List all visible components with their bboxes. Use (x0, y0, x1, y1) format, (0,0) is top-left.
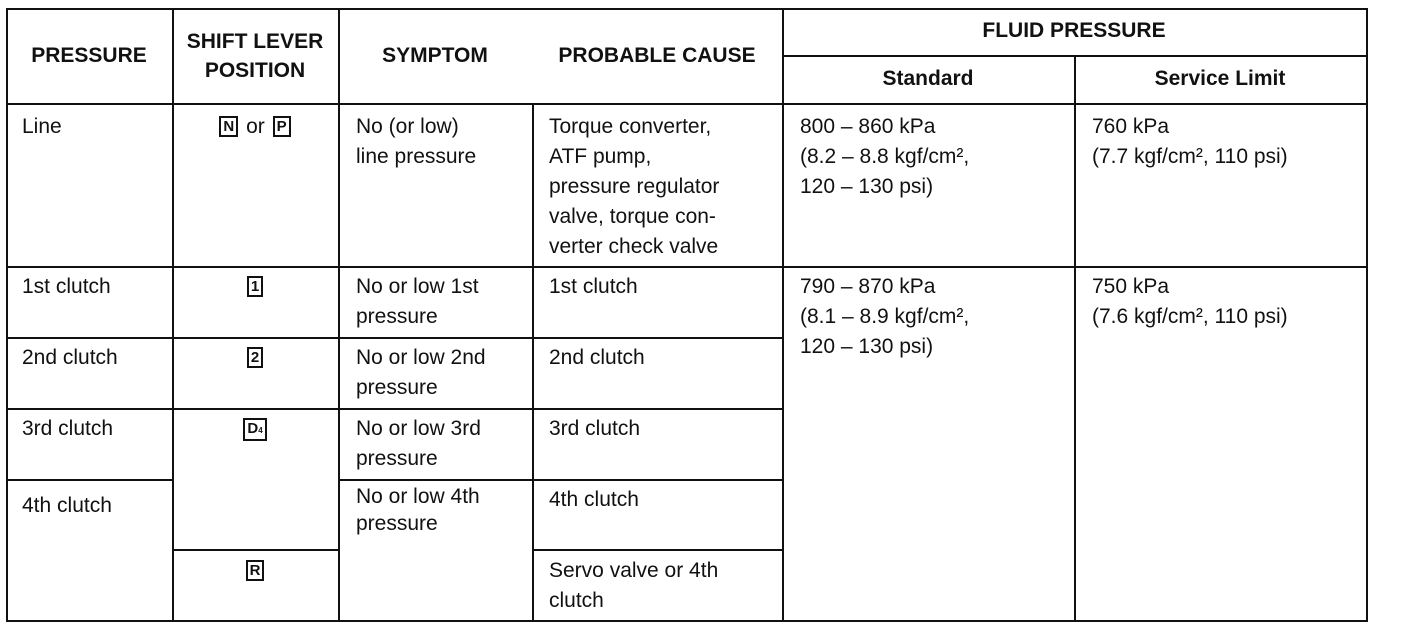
pressure-line: Line (22, 115, 62, 138)
rule (6, 266, 1368, 268)
rule (338, 8, 340, 622)
p-key-icon: P (273, 116, 291, 137)
header-pressure: PRESSURE (31, 44, 147, 67)
shift-position-line: N or P (172, 112, 338, 142)
header-standard: Standard (882, 67, 974, 90)
rule (338, 479, 782, 481)
d4-key-icon: D4 (243, 418, 266, 441)
header-probable-cause: PROBABLE CAUSE (558, 44, 756, 67)
symptom-2nd-clutch: No or low 2nd pressure (356, 346, 486, 399)
shift-position-1 (172, 272, 338, 302)
rule (6, 8, 8, 622)
pressure-3rd-clutch: 3rd clutch (22, 417, 114, 440)
rule (1074, 55, 1076, 622)
2-key-icon: 2 (247, 347, 263, 368)
cause-3rd-clutch: 3rd clutch (549, 417, 641, 440)
rule (6, 8, 1368, 10)
service-limit-line: 760 kPa (7.7 kgf/cm², 110 psi) (1092, 115, 1288, 168)
rule (6, 103, 1368, 105)
n-key-icon: N (219, 116, 238, 137)
cause-4th-clutch: 4th clutch (549, 488, 639, 511)
rule (172, 8, 174, 622)
rule (532, 549, 782, 551)
service-limit-clutch: 750 kPa (7.6 kgf/cm², 110 psi) (1092, 275, 1288, 328)
standard-line: 800 – 860 kPa (8.2 – 8.8 kgf/cm², 120 – 130 psi) (800, 115, 970, 198)
rule (1366, 8, 1368, 622)
pressure-2nd-clutch: 2nd clutch (22, 346, 118, 369)
shift-position-d4 (172, 414, 338, 444)
rule (782, 8, 784, 622)
pressure-4th-clutch: 4th clutch (22, 494, 112, 517)
symptom-1st-clutch: No or low 1st pressure (356, 275, 479, 328)
rule (532, 103, 534, 622)
rule (6, 408, 782, 410)
cause-line: Torque converter, ATF pump, pressure regulator valve, torque con- verter check valve (549, 115, 720, 258)
r-key-icon: R (246, 560, 265, 581)
symptom-line: No (or low) line pressure (356, 115, 477, 168)
header-symptom: SYMPTOM (382, 44, 488, 67)
rule (172, 549, 338, 551)
shift-position-r (172, 556, 338, 586)
cause-servo-valve: Servo valve or 4th clutch (549, 559, 719, 612)
rule (6, 620, 1368, 622)
header-shift-lever-position: SHIFT LEVER POSITION (186, 30, 324, 82)
rule (6, 479, 172, 481)
cause-1st-clutch: 1st clutch (549, 275, 638, 298)
symptom-3rd-clutch: No or low 3rd pressure (356, 417, 481, 470)
pressure-1st-clutch: 1st clutch (22, 275, 111, 298)
1-key-icon: 1 (247, 276, 263, 297)
symptom-4th-clutch: No or low 4th pressure (356, 485, 480, 535)
standard-clutch: 790 – 870 kPa (8.1 – 8.9 kgf/cm², 120 – 130 psi) (800, 275, 970, 358)
header-fluid-pressure: FLUID PRESSURE (982, 19, 1166, 42)
header-service-limit: Service Limit (1154, 67, 1286, 90)
rule (6, 337, 782, 339)
shift-position-2 (172, 343, 338, 373)
cause-2nd-clutch: 2nd clutch (549, 346, 645, 369)
